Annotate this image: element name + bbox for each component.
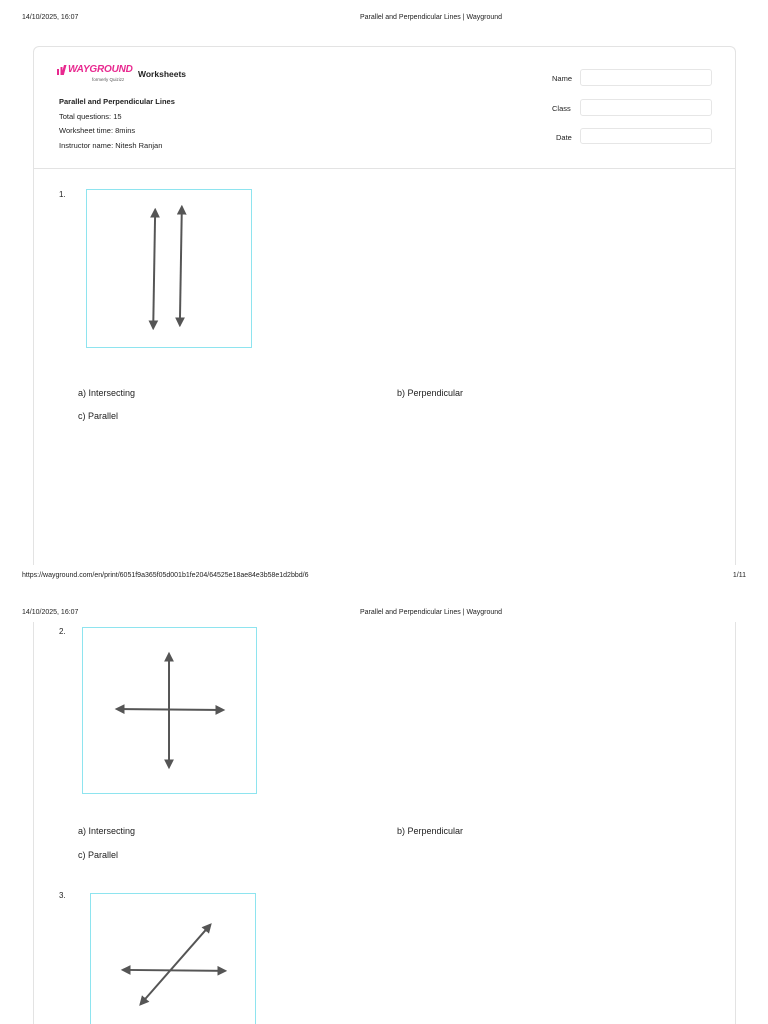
print-title: Parallel and Perpendicular Lines | Wayground	[359, 14, 503, 21]
date-label: Date	[556, 133, 572, 142]
print-footer	[0, 572, 768, 586]
name-label: Name	[552, 74, 573, 83]
worksheet-header	[34, 47, 735, 169]
name-field[interactable]	[580, 69, 712, 86]
print-datetime: 14/10/2025, 16:07	[22, 609, 79, 616]
perpendicular-lines-figure	[83, 628, 256, 793]
total-questions: Total questions: 15	[59, 112, 122, 121]
print-datetime: 14/10/2025, 16:07	[22, 14, 79, 21]
question-1-image	[86, 189, 252, 348]
class-field[interactable]	[580, 99, 712, 116]
question-number: 3.	[59, 891, 66, 900]
intersecting-lines-figure	[91, 894, 255, 1024]
choice-a[interactable]: a) Intersecting	[78, 388, 136, 398]
logo-tagline: formerly Quizizz	[92, 77, 125, 82]
choice-c[interactable]: c) Parallel	[78, 850, 119, 860]
choice-c[interactable]: c) Parallel	[78, 411, 119, 421]
question-number: 1.	[59, 190, 66, 199]
question-number: 2.	[59, 627, 66, 636]
instructor-name: Instructor name: Nitesh Ranjan	[59, 141, 163, 150]
question-2-image	[82, 627, 257, 794]
worksheet-title: Parallel and Perpendicular Lines	[59, 97, 175, 106]
worksheet-time: Worksheet time: 8mins	[59, 126, 136, 135]
choice-a[interactable]: a) Intersecting	[78, 826, 136, 836]
logo-wordmark: WAYGROUND	[68, 64, 133, 75]
print-header	[0, 14, 768, 28]
print-title: Parallel and Perpendicular Lines | Wayground	[359, 609, 503, 616]
worksheet-page-1	[33, 46, 736, 565]
print-url: https://wayground.com/en/print/6051f9a365f05d001b1fe204/64525e18ae84e3b58e1d2bbd/6	[22, 572, 309, 579]
date-field[interactable]	[580, 128, 712, 144]
choice-b[interactable]: b) Perpendicular	[397, 826, 464, 836]
parallel-lines-figure	[87, 190, 251, 347]
print-header-2	[0, 609, 768, 623]
print-page-number: 1/11	[732, 572, 746, 579]
worksheet-page-2	[33, 622, 736, 1024]
choice-b[interactable]: b) Perpendicular	[397, 388, 464, 398]
class-label: Class	[552, 104, 571, 113]
question-3-image	[90, 893, 256, 1024]
product-label: Worksheets	[138, 69, 187, 79]
